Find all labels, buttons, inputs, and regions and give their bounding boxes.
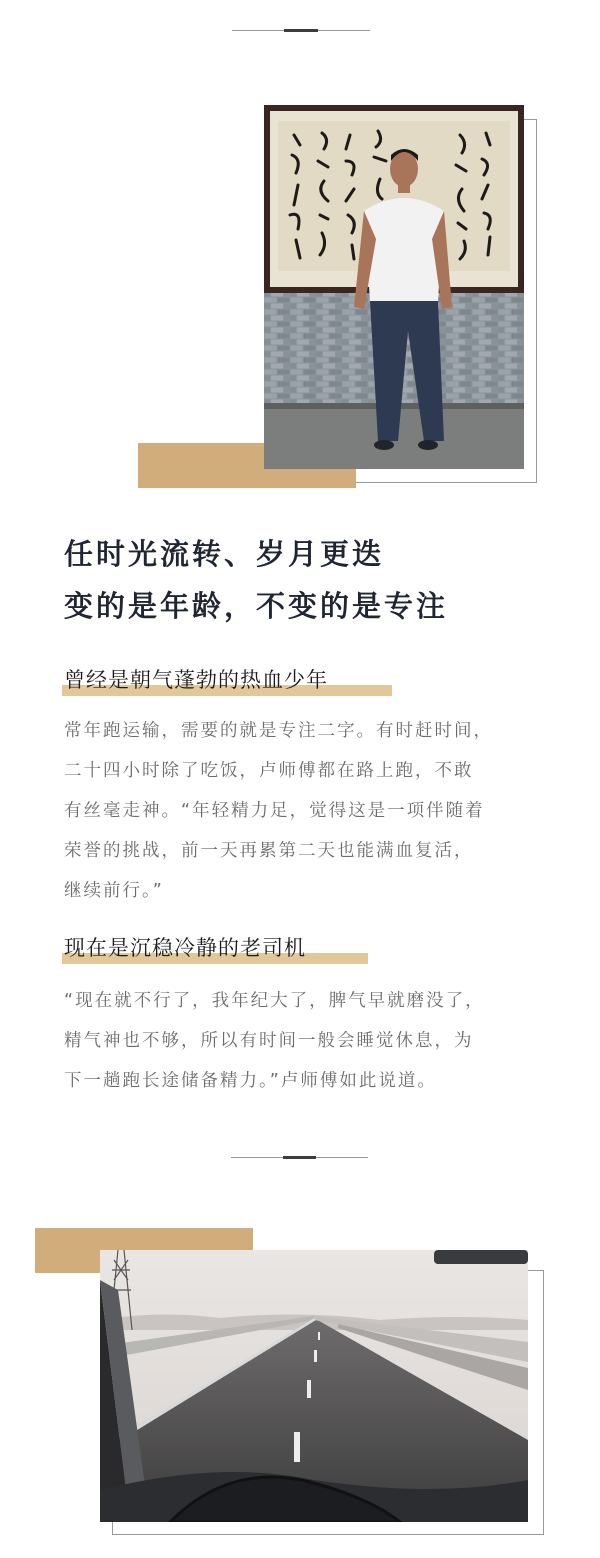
section1-line: 继续前行。” — [64, 881, 164, 901]
highway-photo — [100, 1250, 528, 1522]
section2-title-text: 现在是沉稳冷静的老司机 — [64, 936, 306, 960]
section2-line: 下一趟跑长途储备精力。”卢师傅如此说道。 — [64, 1071, 437, 1091]
section2-line: “现在就不行了，我年纪大了，脾气早就磨没了， — [64, 991, 485, 1011]
section1-line: 常年跑运输，需要的就是专注二字。有时赶时间， — [64, 721, 493, 741]
headline-line-1: 任时光流转、岁月更迭 — [64, 537, 385, 571]
top-divider — [0, 26, 600, 36]
section1-line: 二十四小时除了吃饭，卢师傅都在路上跑，不敢 — [64, 761, 474, 781]
section1-title-text: 曾经是朝气蓬勃的热血少年 — [64, 668, 328, 692]
section1-title — [64, 664, 328, 698]
section1-paragraph — [64, 711, 544, 911]
section2-paragraph — [64, 981, 544, 1101]
portrait-photo — [264, 105, 524, 469]
section2-line: 精气神也不够，所以有时间一般会睡觉休息，为 — [64, 1031, 474, 1051]
headline-line-2: 变的是年龄，不变的是专注 — [64, 589, 449, 623]
section2-title — [64, 932, 306, 966]
section1-line: 荣誉的挑战，前一天再累第二天也能满血复活， — [64, 841, 474, 861]
bottom-divider — [0, 1153, 600, 1163]
section1-line: 有丝毫走神。“年轻精力足，觉得这是一项伴随着 — [64, 801, 485, 821]
